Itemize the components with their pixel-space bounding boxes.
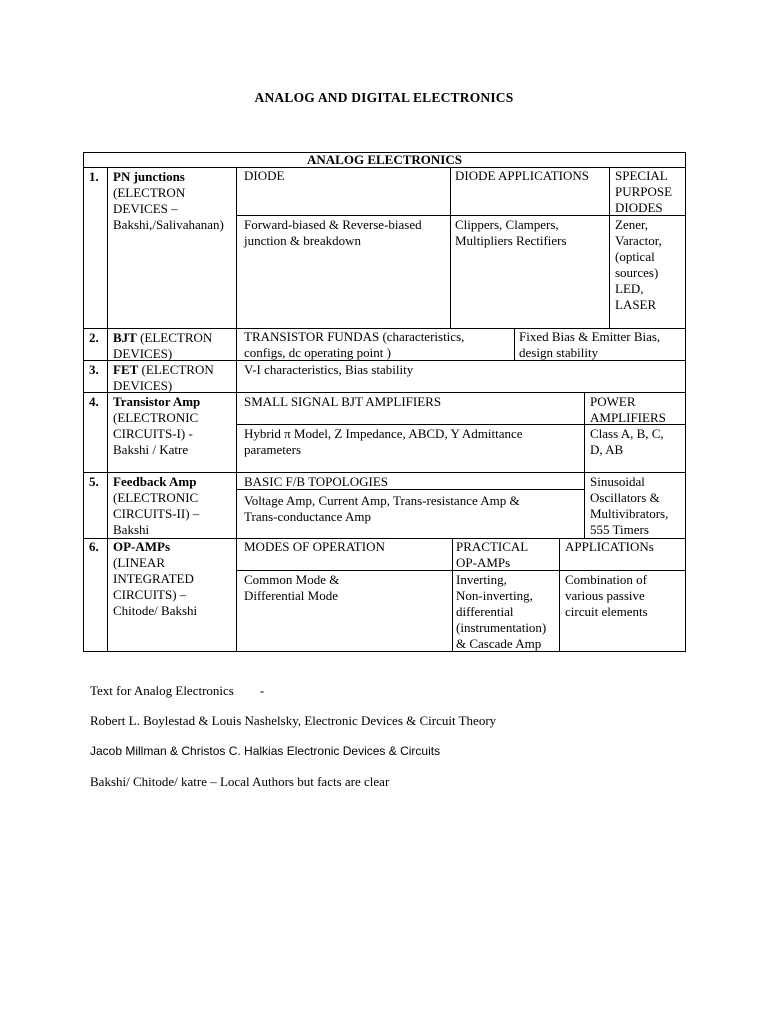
table-col-rule xyxy=(107,167,108,652)
table-col-rule xyxy=(452,538,453,651)
cell-small-signal-head: SMALL SIGNAL BJT AMPLIFIERS xyxy=(244,394,442,409)
table-col-rule xyxy=(584,392,585,538)
cell-transistor-fundas: TRANSISTOR FUNDAS (characteristics, configs, dc operating point ) xyxy=(244,329,465,360)
page-title: ANALOG AND DIGITAL ELECTRONICS xyxy=(254,90,514,105)
cell-topologies-head: BASIC F/B TOPOLOGIES xyxy=(244,474,388,489)
row-number: 2. xyxy=(89,330,99,345)
row-reference: (ELECTRON DEVICES – Bakshi,/Salivahanan) xyxy=(113,185,224,232)
row-reference-inline: (ELECTRON xyxy=(138,362,214,377)
book-millman: Jacob Millman & Christos C. Halkias Electronic Devices & Circuits xyxy=(90,744,441,758)
table-col-rule xyxy=(514,328,515,360)
row-number: 6. xyxy=(89,539,99,554)
cell-small-signal-body: Hybrid π Model, Z Impedance, ABCD, Y Admittance parameters xyxy=(244,426,523,457)
table-col-rule xyxy=(559,538,560,651)
cell-power-amp-head: POWER AMPLIFIERS xyxy=(590,394,666,425)
book-boylestad: Robert L. Boylestad & Louis Nashelsky, Electronic Devices & Circuit Theory xyxy=(90,713,497,728)
cell-applications-op-body: Combination of various passive circuit elements xyxy=(565,572,648,619)
table-border-left xyxy=(83,152,84,652)
row-number: 1. xyxy=(89,169,99,184)
row-topic: OP-AMPs xyxy=(113,539,171,554)
row-topic-line xyxy=(113,330,212,346)
table-col-rule xyxy=(236,167,237,652)
cell-applications-op-head: APPLICATIONs xyxy=(565,539,654,554)
row-reference: (ELECTRONIC CIRCUITS-I) - Bakshi / Katre xyxy=(113,410,199,457)
table-rule xyxy=(236,215,609,216)
row-number: 3. xyxy=(89,362,99,377)
row-reference: (ELECTRONIC CIRCUITS-II) – Bakshi xyxy=(113,490,200,537)
cell-diode-body: Forward-biased & Reverse-biased junction & breakdown xyxy=(244,217,422,248)
cell-special-head: SPECIAL PURPOSE DIODES xyxy=(615,168,673,215)
cell-fixed-bias: Fixed Bias & Emitter Bias, design stability xyxy=(519,329,661,360)
book-bakshi: Bakshi/ Chitode/ katre – Local Authors but facts are clear xyxy=(90,774,390,789)
row-number: 4. xyxy=(89,394,99,409)
table-rule xyxy=(83,472,686,473)
table-col-rule xyxy=(450,167,451,328)
row-reference: (LINEAR INTEGRATED CIRCUITS) – Chitode/ Bakshi xyxy=(113,555,198,618)
cell-vi-characteristics: V-I characteristics, Bias stability xyxy=(244,362,414,377)
table-header: ANALOG ELECTRONICS xyxy=(307,152,462,167)
table-border-right xyxy=(685,152,686,652)
row-topic: PN junctions xyxy=(113,169,185,184)
cell-topologies-body: Voltage Amp, Current Amp, Trans-resistance Amp & Trans-conductance Amp xyxy=(244,493,520,524)
row-number: 5. xyxy=(89,474,99,489)
cell-oscillators: Sinusoidal Oscillators & Multivibrators, 555 Timers xyxy=(590,474,669,537)
row-topic: Feedback Amp xyxy=(113,474,197,489)
row-topic: Transistor Amp xyxy=(113,394,201,409)
cell-modes-head: MODES OF OPERATION xyxy=(244,539,385,554)
cell-applications-body: Clippers, Clampers, Multipliers Rectifiers xyxy=(455,217,567,248)
analog-electronics-table xyxy=(83,152,686,652)
row-reference: DEVICES) xyxy=(113,378,173,393)
row-reference: DEVICES) xyxy=(113,346,173,361)
cell-power-amp-body: Class A, B, C, D, AB xyxy=(590,426,664,457)
row-topic-line xyxy=(113,362,214,378)
cell-diode-head: DIODE xyxy=(244,168,285,183)
cell-special-body: Zener, Varactor, (optical sources) LED, LASER xyxy=(615,217,662,312)
texts-heading: Text for Analog Electronics - xyxy=(90,683,265,698)
table-border-bottom xyxy=(83,651,686,652)
row-topic: FET xyxy=(113,362,139,377)
table-col-rule xyxy=(609,167,610,328)
cell-practical-head: PRACTICAL OP-AMPs xyxy=(456,539,529,570)
row-reference-inline: (ELECTRON xyxy=(136,330,213,345)
cell-applications-head: DIODE APPLICATIONS xyxy=(455,168,589,183)
row-topic: BJT xyxy=(113,330,137,345)
cell-modes-body: Common Mode & Differential Mode xyxy=(244,572,340,603)
table-rule xyxy=(83,392,686,393)
cell-practical-body: Inverting, Non-inverting, differential (instrumentation) & Cascade Amp xyxy=(456,572,547,651)
